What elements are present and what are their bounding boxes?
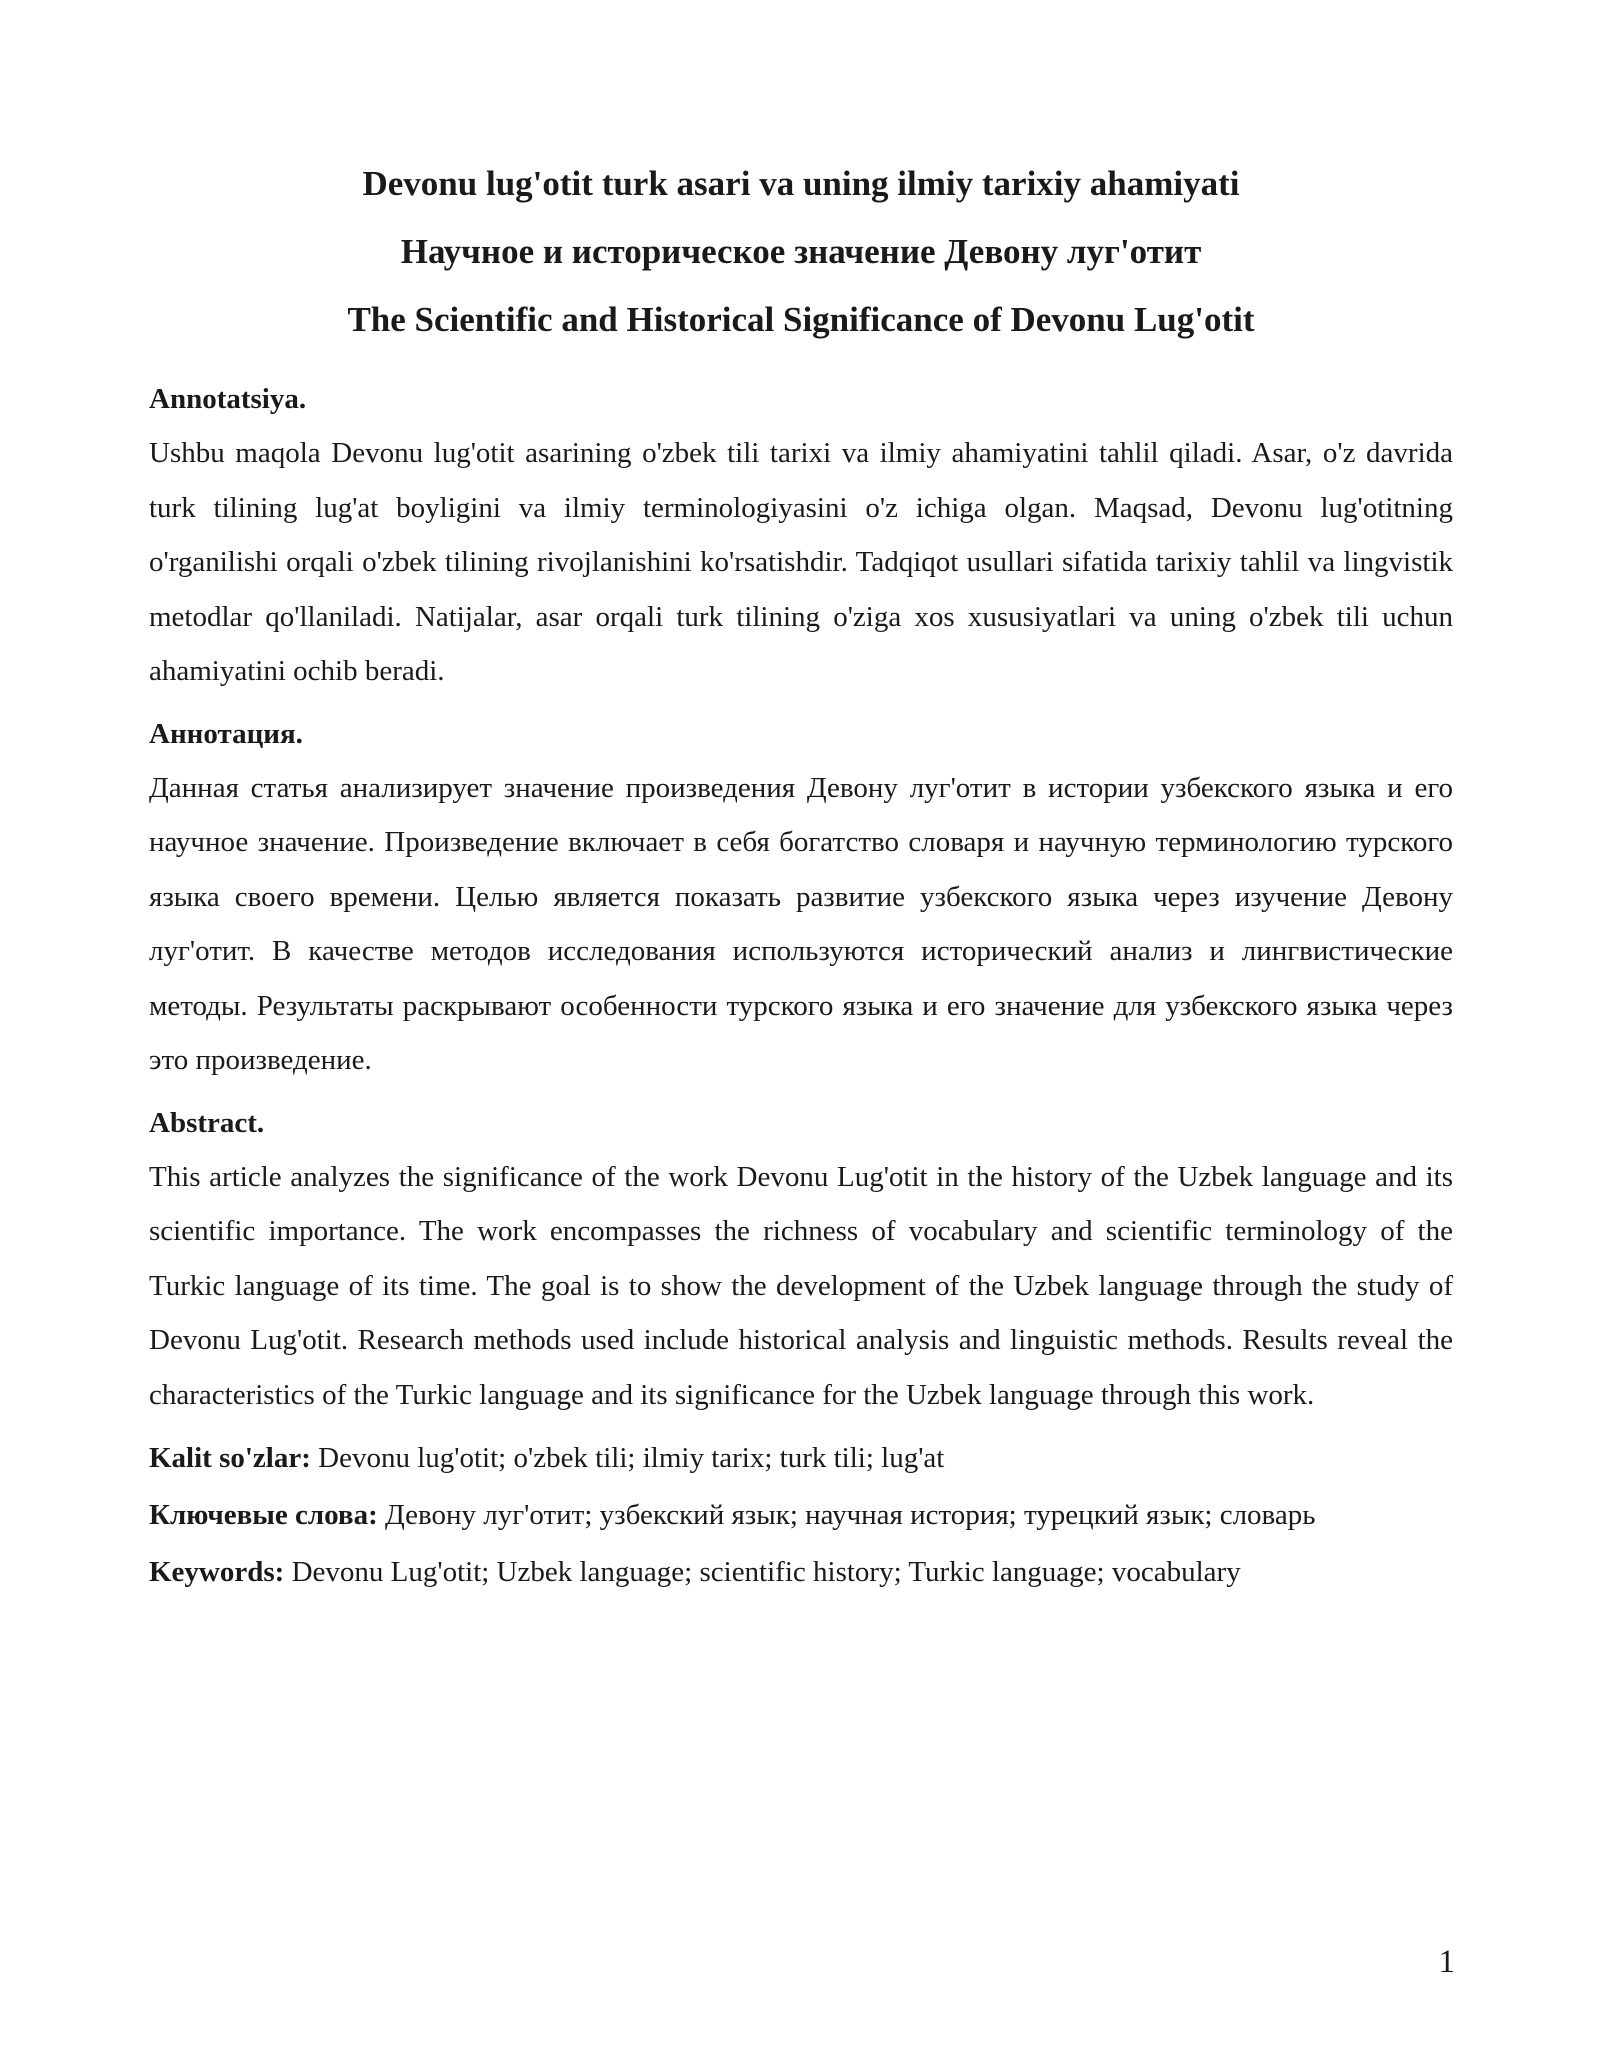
annotation-russian-section [149, 707, 1453, 1088]
keywords-english [149, 1544, 1453, 1601]
keywords-english-label: Keywords: [149, 1556, 285, 1588]
abstract-english-section [149, 1096, 1453, 1423]
abstract-english-heading: Abstract. [149, 1106, 265, 1139]
keywords-uzbek [149, 1430, 1453, 1487]
annotation-uzbek-text: Ushbu maqola Devonu lug'otit asarining o'zbek tili tarixi va ilmiy ahamiyatini tahlil qiladi. Asar, o'z davrida turk tilining lug'at boyligini va ilmiy terminologiyasini o'z ichiga olgan. Maqsad, Devonu lug'otitning o'rganilishi orqali o'zbek tilining rivojlanishini ko'rsatishdir. Tadqiqot usullari sifatida tarixiy tahlil va lingvistik metodlar qo'llaniladi. Natijalar, asar orqali turk tilining o'ziga xos xususiyatlari va uning o'zbek tili uchun ahamiyatini ochib beradi. [149, 437, 1453, 687]
document-page [149, 150, 1453, 1601]
keywords-uzbek-label: Kalit so'zlar: [149, 1442, 311, 1474]
keywords-russian-label: Ключевые слова: [149, 1499, 378, 1531]
keywords-russian-value: Девону луг'отит; узбекский язык; научная история; турецкий язык; словарь [377, 1499, 1316, 1531]
keywords-russian [149, 1487, 1453, 1544]
abstract-english-text: This article analyzes the significance of the work Devonu Lug'otit in the history of the Uzbek language and its scientific importance. The work encompasses the richness of vocabulary and scientific terminology of the Turkic language of its time. The goal is to show the development of the Uzbek language through the study of Devonu Lug'otit. Research methods used include historical analysis and linguistic methods. Results reveal the characteristics of the Turkic language and its significance for the Uzbek language through this work. [149, 1160, 1453, 1411]
title-english: The Scientific and Historical Significance of Devonu Lug'otit [347, 300, 1255, 339]
annotation-russian-text: Данная статья анализирует значение произведения Девону луг'отит в истории узбекского языка и его научное значение. Произведение включает в себя богатство словаря и научную терминологию турского языка своего времени. Целью является показать развитие узбекского языка через изучение Девону луг'отит. В качестве методов исследования используются исторический анализ и лингвистические методы. Результаты раскрывают особенности турского языка и его значение для узбекского языка через это произведение. [149, 771, 1453, 1076]
keywords-uzbek-value: Devonu lug'otit; o'zbek tili; ilmiy tarix; turk tili; lug'at [310, 1442, 945, 1474]
title-uzbek: Devonu lug'otit turk asari va uning ilmiy tarixiy ahamiyati [362, 164, 1240, 203]
annotation-uzbek-heading: Annotatsiya. [149, 383, 307, 415]
title-russian: Научное и историческое значение Девону луг'отит [400, 232, 1202, 271]
annotation-uzbek-section [149, 372, 1453, 699]
page-number: 1 [1438, 1944, 1455, 1980]
annotation-russian-heading: Аннотация. [149, 717, 303, 750]
keywords-english-value: Devonu Lug'otit; Uzbek language; scientific history; Turkic language; vocabulary [284, 1556, 1241, 1588]
title-block [149, 150, 1453, 354]
keywords-section [149, 1430, 1453, 1601]
